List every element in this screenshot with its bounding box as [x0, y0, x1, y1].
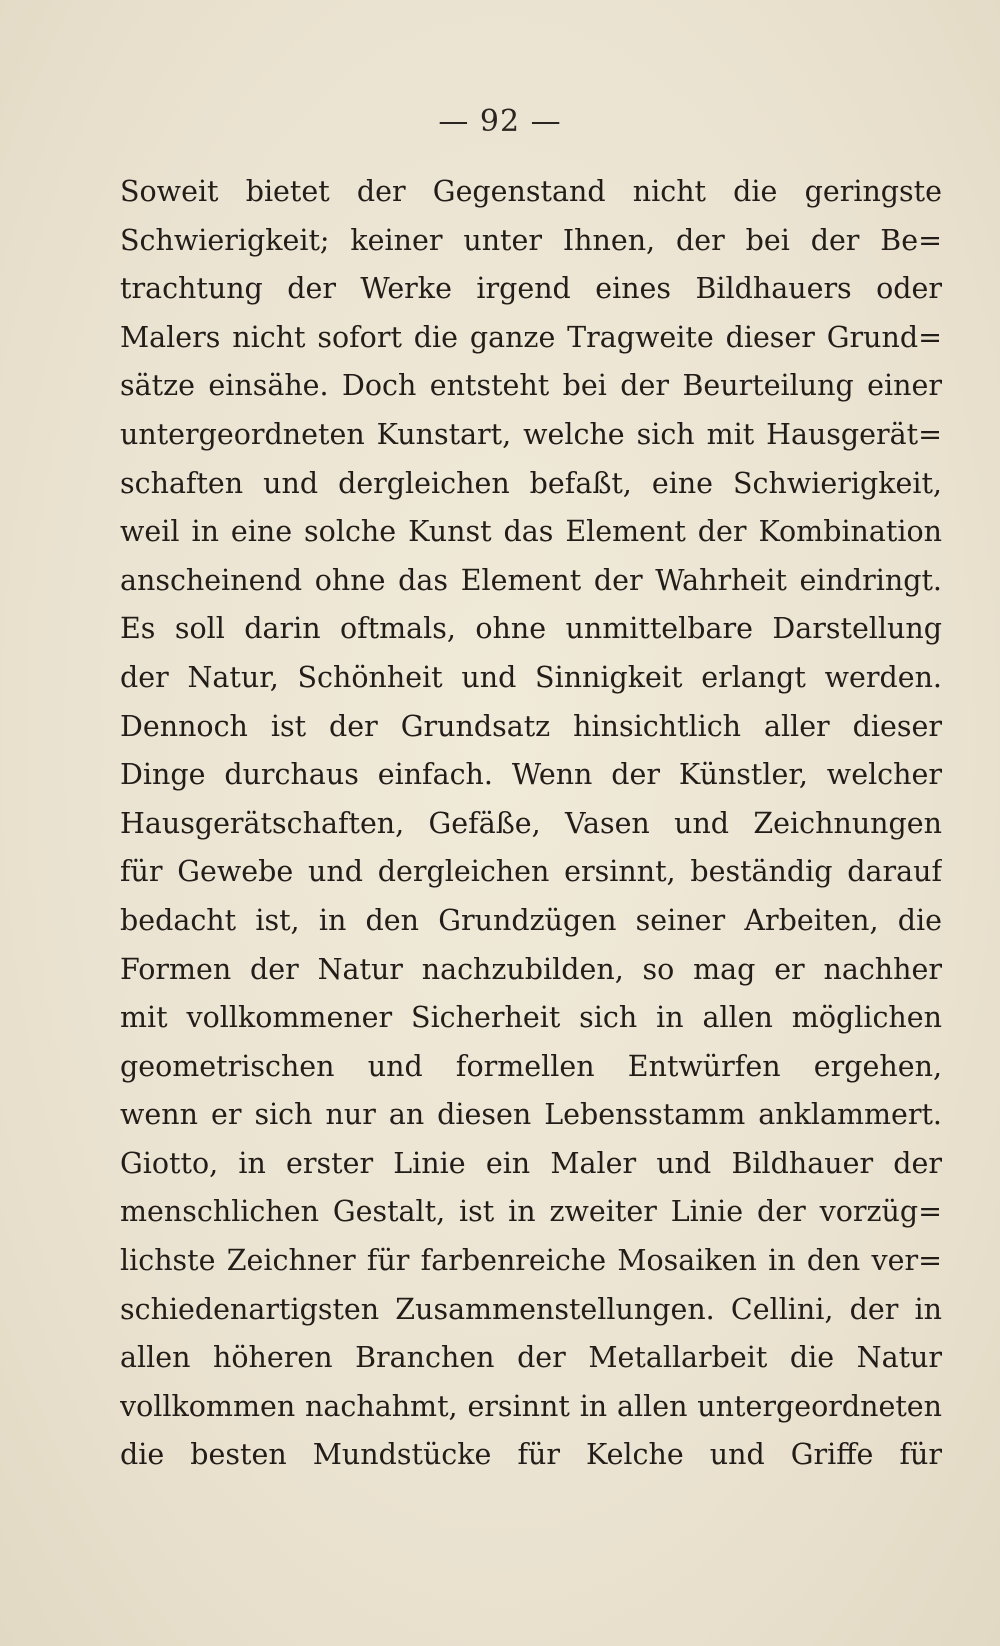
text-line: menschlichen Gestalt, ist in zweiter Linie der vorzüg=: [120, 1195, 942, 1229]
text-line: schaften und dergleichen befaßt, eine Schwierigkeit,: [120, 466, 942, 500]
text-line: lichste Zeichner für farbenreiche Mosaiken in den ver=: [120, 1244, 942, 1278]
text-line: Es soll darin oftmals, ohne unmittelbare Darstellung: [120, 612, 942, 646]
text-line: vollkommen nachahmt, ersinnt in allen untergeordneten: [120, 1389, 942, 1423]
text-line: anscheinend ohne das Element der Wahrheit eindringt.: [120, 563, 942, 597]
text-line: Soweit bietet der Gegenstand nicht die geringste: [120, 175, 942, 208]
text-line: die besten Mundstücke für Kelche und Griffe für: [120, 1438, 942, 1472]
text-line: allen höheren Branchen der Metallarbeit die Natur: [120, 1341, 942, 1375]
text-line: Dinge durchaus einfach. Wenn der Künstler, welcher: [120, 758, 942, 792]
text-line: wenn er sich nur an diesen Lebensstamm anklammert.: [120, 1098, 942, 1132]
text-line: untergeordneten Kunstart, welche sich mit Hausgerät=: [120, 417, 942, 451]
text-line: der Natur, Schönheit und Sinnigkeit erlangt werden.: [120, 660, 942, 694]
text-line: trachtung der Werke irgend eines Bildhauers oder: [120, 272, 942, 306]
text-line: Dennoch ist der Grundsatz hinsichtlich aller dieser: [120, 709, 942, 743]
text-line: Formen der Natur nachzubilden, so mag er nachher: [120, 952, 942, 986]
text-line: Hausgerätschaften, Gefäße, Vasen und Zeichnungen: [120, 806, 942, 840]
text-line: mit vollkommener Sicherheit sich in allen möglichen: [120, 1001, 942, 1035]
text-line: Schwierigkeit; keiner unter Ihnen, der bei der Be=: [120, 223, 942, 257]
text-line: weil in eine solche Kunst das Element der Kombination: [120, 515, 942, 549]
text-line: Malers nicht sofort die ganze Tragweite dieser Grund=: [120, 320, 942, 354]
page-number: — 92 —: [438, 104, 562, 139]
text-line: Giotto, in erster Linie ein Maler und Bildhauer der: [120, 1146, 942, 1180]
text-line: schiedenartigsten Zusammenstellungen. Cellini, der in: [120, 1292, 942, 1326]
text-line: bedacht ist, in den Grundzügen seiner Arbeiten, die: [120, 903, 942, 937]
text-line: für Gewebe und dergleichen ersinnt, beständig darauf: [120, 855, 942, 889]
body-text: [120, 168, 942, 1480]
text-line: sätze einsähe. Doch entsteht bei der Beurteilung einer: [120, 369, 942, 403]
text-line: geometrischen und formellen Entwürfen ergehen,: [120, 1049, 942, 1083]
